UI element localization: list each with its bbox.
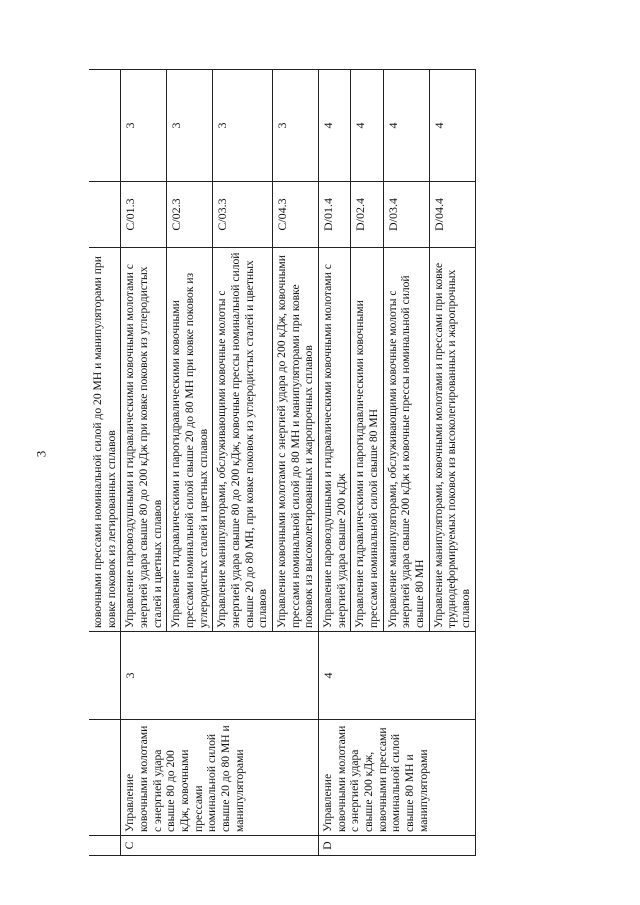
function-code-cell: C/01.3 [121,182,167,248]
function-text-cell: Управление манипуляторами, обслуживающими ковочные молоты с энергией удара свыше 80 до 200 кДж, ковочные прессы номинальной силой свыше 20 до 80 МН, при ковке поковок из углеродистых сталей и цветных сплавов [213,248,273,632]
function-text-cell: Управление гидравлическими и парогидравлическими ковочными прессами номинальной силой свыше 80 МН [351,248,383,632]
function-code-cell: C/04.3 [273,182,319,248]
function-code-cell: D/03.4 [383,182,429,248]
function-code-cell: C/03.3 [213,182,273,248]
group-name-cell [89,720,121,836]
table-row [121,70,167,856]
table-row [89,70,121,856]
group-name-cell: Управление ковочными молотами с энергией удара свыше 80 до 200 кДж, ковочными прессами номинальной силой свыше 20 до 80 МН и манипуляторами [121,720,319,836]
function-level-cell: 4 [383,70,429,182]
function-level-cell [89,70,121,182]
function-code-cell: D/02.4 [351,182,383,248]
group-code-cell: C [121,836,319,856]
page-number: 3 [33,450,49,458]
function-level-cell: 4 [319,70,351,182]
function-text-cell: Управление гидравлическими и парогидравлическими ковочными прессами номинальной силой свыше 20 до 80 МН при ковке поковок из углеродистых сталей и цветных сплавов [167,248,213,632]
group-name-cell: Управление ковочными молотами с энергией удара свыше 200 кДж, ковочными прессами номинальной силой свыше 80 МН и манипуляторами [319,720,476,836]
function-level-cell: 3 [121,70,167,182]
group-level-cell: 4 [319,632,476,720]
group-level-cell: 3 [121,632,319,720]
function-level-cell: 3 [167,70,213,182]
group-code-cell [89,836,121,856]
function-level-cell: 3 [273,70,319,182]
functions-table [89,69,476,856]
function-text-cell: Управление манипуляторами, ковочными молотами и прессами при ковке труднодеформируемых поковок из высоколегированных и жаропрочных сплавов [429,248,475,632]
function-text-cell: Управление манипуляторами, обслуживающими ковочные молоты с энергией удара свыше 200 кДж и ковочные прессы номинальной силой свыше 80 МН [383,248,429,632]
rotated-table-frame [89,70,629,856]
function-text-cell: ковочными прессами номинальной силой до 20 МН и манипуляторами при ковке поковок из легированных сплавов [89,248,121,632]
function-code-cell: D/01.4 [319,182,351,248]
function-code-cell [89,182,121,248]
function-code-cell: D/04.4 [429,182,475,248]
function-text-cell: Управление ковочными молотами с энергией удара до 200 кДж, ковочными прессами номинальной силой до 80 МН и манипуляторами при ковке поковок из высоколегированных и жаропрочных сплавов [273,248,319,632]
group-code-cell: D [319,836,476,856]
function-text-cell: Управление паровоздушными и гидравлическими ковочными молотами с энергией удара свыше 200 кДж [319,248,351,632]
group-level-cell [89,632,121,720]
function-level-cell: 4 [351,70,383,182]
function-text-cell: Управление паровоздушными и гидравлическими ковочными молотами с энергией удара свыше 80 до 200 кДж при ковке поковок из углеродистых сталей и цветных сплавов [121,248,167,632]
function-code-cell: C/02.3 [167,182,213,248]
function-level-cell: 3 [213,70,273,182]
table-row [319,70,351,856]
function-level-cell: 4 [429,70,475,182]
